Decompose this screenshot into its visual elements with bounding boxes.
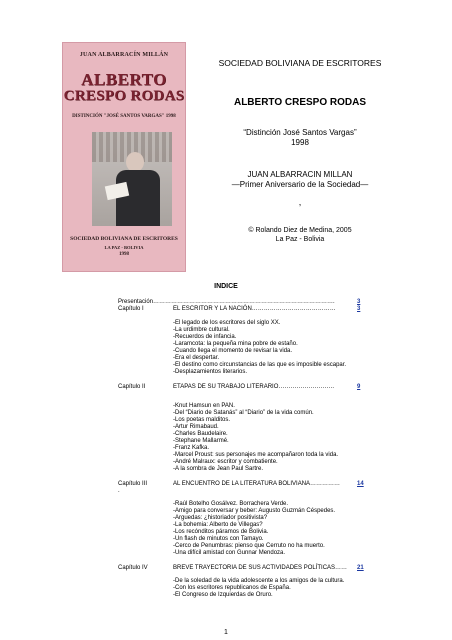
toc-subitem: -Los recónditos páramos de Bolivia. [173, 529, 269, 535]
toc-subitem: -Knut Hamsun en PAN. [173, 403, 235, 409]
toc-chapter-title: ETAPAS DE SU TRABAJO LITERARIO………………………. [173, 384, 335, 390]
toc-subitem: -Charles Baudelaire. [173, 431, 228, 437]
toc-subitem: -Era el despertar. [173, 355, 220, 361]
toc-subitem: -Desplazamientos literarios. [173, 369, 248, 375]
toc-subitem: -Marcel Proust: sus personajes me acompañaron toda la vida. [173, 452, 339, 458]
book-cover-image [62, 42, 186, 272]
toc-subitem: -A la sombra de Jean Paul Sartre. [173, 466, 264, 472]
toc-subitem: -Un flash de minutos con Tamayo. [173, 536, 264, 542]
cover-place: LA PAZ - BOLIVIA [104, 245, 144, 250]
separator-mark: , [298, 197, 302, 207]
toc-subitem: -La urdimbre cultural. [173, 327, 230, 333]
distinction-line2: 1998 [291, 138, 309, 147]
toc-subitem: -Laramcota: la pequeña mina pobre de estaño. [173, 341, 298, 347]
toc-subitem: -Artur Rimabaud. [173, 424, 219, 430]
toc-chapter-title: BREVE TRAYECTORIA DE SUS ACTIVIDADES POLÍTICAS…… [173, 565, 348, 571]
toc-chapter-title: AL ENCUENTRO DE LA LITERATURA BOLIVIANA…………… [173, 481, 341, 487]
photo-person-head [126, 152, 144, 172]
toc-subitem: -Los poetas malditos. [173, 417, 231, 423]
toc-subitem: -La bohemia: Alberto de Villegas? [173, 522, 263, 528]
toc-subitem: -De la soledad de la vida adolescente a los amigos de la cultura. [173, 578, 345, 584]
toc-chapter-label: Capítulo IV [118, 565, 148, 571]
toc-chapter-title: EL ESCRITOR Y LA NACIÓN…………………………………… [173, 306, 336, 312]
document-title: ALBERTO CRESPO RODAS [233, 97, 367, 108]
photo-person-body [116, 170, 160, 226]
author-line2: —Primer Aniversario de la Sociedad— [231, 180, 369, 189]
toc-chapter-label: Capítulo III [118, 481, 148, 487]
cover-photo [92, 132, 172, 226]
copyright-line2: La Paz - Bolivia [275, 236, 325, 243]
cover-author: JUAN ALBARRACÍN MILLÁN [79, 52, 169, 58]
toc-subitem: -El destino como circunstancias de las que es imposible escapar. [173, 362, 347, 368]
toc-subitem: -Amigo para conversar y beber: Augusto Guzmán Céspedes. [173, 508, 336, 514]
toc-presentation-page-link[interactable]: 3 [357, 299, 361, 305]
distinction-block [200, 128, 400, 148]
society-name: SOCIEDAD BOLIVIANA DE ESCRITORES [218, 58, 382, 68]
cover-year: 1998 [119, 252, 129, 257]
toc-subitem: -Stephane Mallarmé. [173, 438, 229, 444]
toc-chapter-page-link[interactable]: 21 [357, 565, 364, 571]
cover-title-line1: ALBERTO [81, 70, 167, 89]
distinction-line1: “Distinción José Santos Vargas” [243, 128, 357, 137]
toc-chapter-page-link[interactable]: 3 [357, 306, 361, 312]
toc-subitem: -Una difícil amistad con Gunnar Mendoza. [173, 550, 286, 556]
copyright-block [200, 226, 400, 244]
toc-subitem: -El Congreso de Izquierdas de Oruro. [173, 592, 273, 598]
copyright-line1: © Rolando Diez de Medina, 2005 [248, 227, 352, 234]
toc-subitem: -Franz Kafka. [173, 445, 210, 451]
cover-distinction: DISTINCIÓN "JOSÉ SANTOS VARGAS" 1998 [72, 114, 176, 119]
author-line1: JUAN ALBARRACIN MILLAN [247, 170, 353, 179]
toc-subitem: -André Malraux: escritor y combatiente. [173, 459, 278, 465]
toc-subitem: -Raúl Botelho Gosálvez. Borrachera Verde. [173, 501, 289, 507]
toc-subitem: -Recuerdos de infancia. [173, 334, 237, 340]
cover-title-line2: CRESPO RODAS [63, 88, 185, 104]
toc-chapter-label: Capítulo I [118, 306, 144, 312]
toc-subitem: -Del “Diario de Satanás” al “Diario” de la vida común. [173, 410, 314, 416]
toc-chapter-page-link[interactable]: 9 [357, 384, 361, 390]
cover-publisher: SOCIEDAD BOLIVIANA DE ESCRITORES [70, 236, 178, 242]
index-heading: INDICE [214, 283, 238, 290]
toc-subitem: -Arguedas: ¿historiador positivista? [173, 515, 268, 521]
toc-subitem: -Cerco de Penumbras: pienso que Cerruto no ha muerto. [173, 543, 325, 549]
author-block [200, 170, 400, 190]
toc-chapter-label-mark: . [118, 488, 120, 494]
toc-chapter-page-link[interactable]: 14 [357, 481, 364, 487]
toc-subitem: -El legado de los escritores del siglo XX. [173, 320, 281, 326]
toc-subitem: -Cuando llega el momento de revisar la vida. [173, 348, 293, 354]
toc-chapter-label: Capítulo II [118, 384, 146, 390]
page-number: 1 [224, 629, 228, 636]
toc-presentation-label: Presentación………………………………………………………………………………. [118, 299, 335, 305]
toc-subitem: -Con los escritores republicanos de España. [173, 585, 291, 591]
